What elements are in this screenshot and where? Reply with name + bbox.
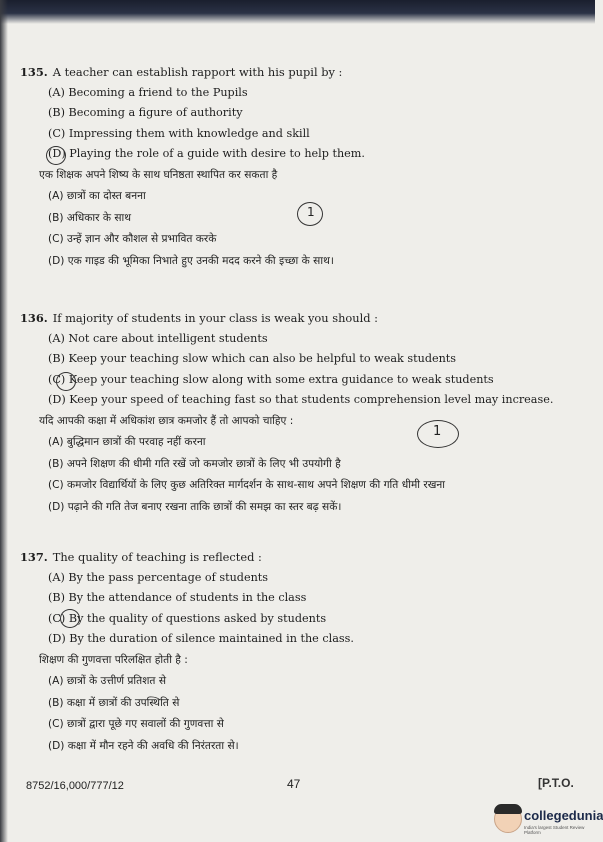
option-en-c: (C) Impressing them with knowledge and skill xyxy=(48,126,310,140)
question-number: 135. xyxy=(20,65,48,79)
pto-label: [P.T.O. xyxy=(538,776,574,790)
option-en-a: (A) Becoming a friend to the Pupils xyxy=(48,85,248,99)
paper-code: 8752/16,000/777/12 xyxy=(26,780,124,792)
question-text-hindi: शिक्षण की गुणवत्ता परिलक्षित होती है : xyxy=(39,653,188,666)
question-135 xyxy=(20,62,580,272)
option-en-a: (A) By the pass percentage of students xyxy=(48,570,269,584)
question-number: 136. xyxy=(20,311,48,325)
option-hi-a: (A) छात्रों के उत्तीर्ण प्रतिशत से xyxy=(48,675,166,687)
option-hi-b: (B) अधिकार के साथ xyxy=(48,211,132,224)
question-title xyxy=(20,547,580,568)
question-title xyxy=(20,308,580,329)
question-136 xyxy=(20,308,580,518)
option-en-d: (D) By the duration of silence maintained in the class. xyxy=(48,632,354,645)
option-hi-c: (C) कमजोर विद्यार्थियों के लिए कुछ अतिरिक्त मार्गदर्शन के साथ-साथ अपने शिक्षण की गति धीमी रखना xyxy=(48,479,446,491)
page-number: 47 xyxy=(287,777,301,791)
option-hi-b: (B) कक्षा में छात्रों की उपस्थिति से xyxy=(48,696,180,709)
question-title xyxy=(20,62,580,83)
question-text-hindi: यदि आपकी कक्षा में अधिकांश छात्र कमजोर हैं तो आपको चाहिए : xyxy=(39,414,294,427)
answer-circle-mark xyxy=(56,372,76,391)
option-hi-d: (D) कक्षा में मौन रहने की अवधि की निरंतरता से। xyxy=(48,739,239,752)
option-hi-c: (C) उन्हें ज्ञान और कौशल से प्रभावित करके xyxy=(48,233,217,245)
option-en-a: (A) Not care about intelligent students xyxy=(48,331,268,345)
option-en-c: (C) By the quality of questions asked by students xyxy=(48,611,327,625)
question-text: If majority of students in your class is weak you should : xyxy=(52,311,379,325)
question-text: The quality of teaching is reflected : xyxy=(52,550,262,564)
question-number: 137. xyxy=(20,550,48,564)
option-hi-d: (D) एक गाइड की भूमिका निभाते हुए उनकी मदद करने की इच्छा के साथ। xyxy=(48,254,334,267)
option-hi-a: (A) बुद्धिमान छात्रों की परवाह नहीं करना xyxy=(48,436,206,448)
option-hi-b: (B) अपने शिक्षण की धीमी गति रखें जो कमजोर छात्रों के लिए भी उपयोगी है xyxy=(48,457,341,470)
question-text-hindi: एक शिक्षक अपने शिष्य के साथ घनिष्ठता स्थापित कर सकता है xyxy=(39,168,278,181)
option-en-d: (D) Playing the role of a guide with desire to help them. xyxy=(48,147,365,160)
question-137 xyxy=(20,547,580,757)
mascot-hair-icon xyxy=(494,804,522,814)
option-en-c: (C) Keep your teaching slow along with some extra guidance to weak students xyxy=(48,372,494,386)
handwritten-score: 1 xyxy=(307,205,315,219)
option-en-b: (B) Becoming a figure of authority xyxy=(48,106,243,119)
question-text: A teacher can establish rapport with his pupil by : xyxy=(52,65,343,79)
option-en-d: (D) Keep your speed of teaching fast so that students comprehension level may increase. xyxy=(48,393,554,406)
logo-tagline: India's largest Student Review Platform xyxy=(524,825,585,835)
option-hi-d: (D) पढ़ाने की गति तेज बनाए रखना ताकि छात्रों की समझ का स्तर बढ़ सकें। xyxy=(48,500,342,513)
option-hi-c: (C) छात्रों द्वारा पूछे गए सवालों की गुणवत्ता से xyxy=(48,718,224,730)
handwritten-score: 1 xyxy=(433,424,442,439)
collegedunia-logo xyxy=(488,802,603,838)
answer-circle-mark xyxy=(46,146,66,165)
answer-circle-mark xyxy=(60,609,80,628)
option-en-b: (B) Keep your teaching slow which can also be helpful to weak students xyxy=(48,352,457,365)
logo-text: collegedunia xyxy=(524,808,603,823)
option-hi-a: (A) छात्रों का दोस्त बनना xyxy=(48,190,146,202)
option-en-b: (B) By the attendance of students in the class xyxy=(48,591,307,604)
